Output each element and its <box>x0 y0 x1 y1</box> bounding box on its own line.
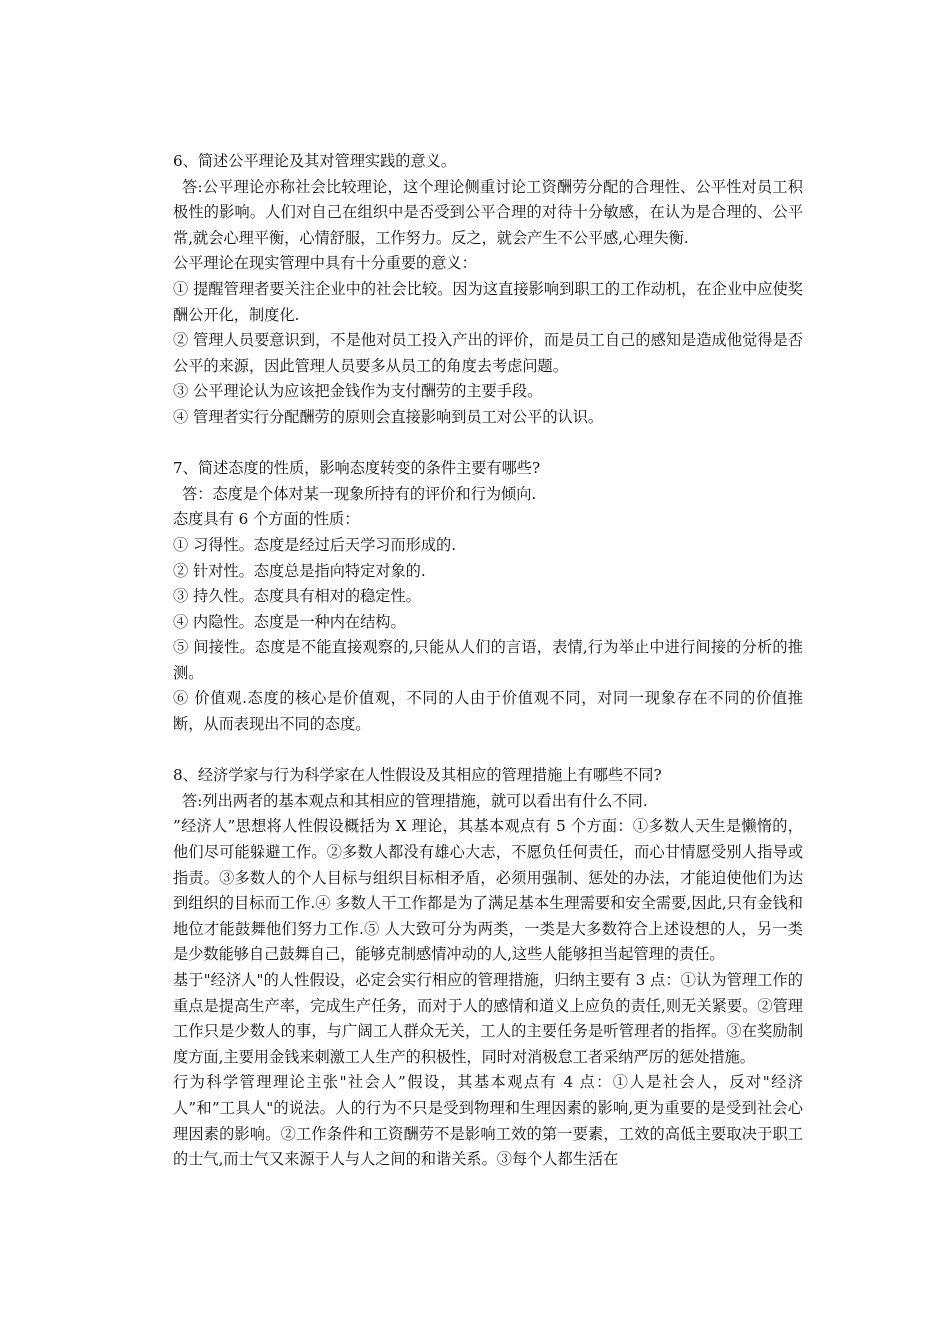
list-item: ① 习得性。态度是经过后天学习而形成的. <box>173 535 457 554</box>
list-item: ③ 公平理论认为应该把金钱作为支付酬劳的主要手段。 <box>173 382 543 401</box>
list-item: ② 针对性。态度总是指向特定对象的. <box>173 561 426 580</box>
list-item: ④ 管理者实行分配酬劳的原则会直接影响到员工对公平的认识。 <box>173 407 604 426</box>
answer-paragraph: 答:公平理论亦称社会比较理论，这个理论侧重讨论工资酬劳分配的合理性、公平性对员工积极性的影响。人们对自己在组织中是否受到公平合理的对待十分敏感，在认为是合理的、公平常,就会心理平衡，心情舒服，工作努力。反之，就会产生不公平感,心理失衡. <box>173 177 803 247</box>
answer-paragraph: 答：态度是个体对某一现象所持有的评价和行为倾向. <box>182 484 537 503</box>
section-7 <box>173 456 803 738</box>
answer-paragraph: 答:列出两者的基本观点和其相应的管理措施，就可以看出有什么不同. <box>182 791 648 810</box>
list-item: ⑥ 价值观.态度的核心是价值观，不同的人由于价值观不同，对同一现象存在不同的价值推断，从而表现出不同的态度。 <box>173 689 803 734</box>
list-item: ② 管理人员要意识到，不是他对员工投入产出的评价，而是员工自己的感知是造成他觉得是否公平的来源，因此管理人员要多从员工的角度去考虑问题。 <box>173 331 803 375</box>
body-paragraph: 公平理论在现实管理中具有十分重要的意义： <box>173 254 477 273</box>
list-item: ⑤ 间接性。态度是不能直接观察的,只能从人们的言语，表情,行为举止中进行间接的分析的推测。 <box>173 638 803 682</box>
question-heading: 6、简述公平理论及其对管理实践的意义。 <box>173 152 457 170</box>
question-heading: 8、经济学家与行为科学家在人性假设及其相应的管理措施上有哪些不同? <box>173 766 662 785</box>
list-item: ① 提醒管理者要关注企业中的社会比较。因为这直接影响到职工的工作动机，在企业中应使奖酬公开化，制度化. <box>173 279 803 324</box>
spacer <box>173 431 803 457</box>
spacer <box>173 738 803 764</box>
body-paragraph: 态度具有 6 个方面的性质： <box>173 510 360 529</box>
section-8 <box>173 763 803 1173</box>
question-heading: 7、简述态度的性质，影响态度转变的条件主要有哪些? <box>173 459 541 478</box>
list-item: ④ 内隐性。态度是一种内在结构。 <box>173 612 406 631</box>
body-paragraph: 基于"经济人"的人性假设，必定会实行相应的管理措施，归纳主要有 3 点：①认为管理工作的重点是提高生产率，完成生产任务，而对于人的感情和道义上应负的责任,则无关紧要。②管理工作只是少数人的事，与广阔工人群众无关，工人的主要任务是听管理者的指挥。③在奖励制度方面,主要用金钱来刺激工人生产的积极性，同时对消极怠工者采纳严厉的惩处措施。 <box>173 971 803 1066</box>
body-paragraph: 行为科学管理理论主张"社会人”假设，其基本观点有 4 点：①人是社会人，反对"经济人”和”工具人"的说法。人的行为不只是受到物理和生理因素的影响,更为重要的是受到社会心理因素的影响。②工作条件和工资酬劳不是影响工效的第一要素，工效的高低主要取决于职工的士气,而士气又来源于人与人之间的和谐关系。③每个人都生活在 <box>173 1073 803 1169</box>
body-paragraph: ”经济人”思想将人性假设概括为 X 理论，其基本观点有 5 个方面：①多数人天生是懒惰的，他们尽可能躲避工作。②多数人都没有雄心大志，不愿负任何责任，而心甘情愿受别人指导或指责。③多数人的个人目标与组织目标相矛盾，必须用强制、惩处的办法，才能迫使他们为达到组织的目标而工作.④ 多数人干工作都是为了满足基本生理需要和安全需要,因此,只有金钱和地位才能鼓舞他们努力工作.⑤ 人大致可分为两类，一类是大多数符合上述设想的人，另一类是少数能够自己鼓舞自己，能够克制感情冲动的人,这些人能够担当起管理的责任。 <box>173 817 803 964</box>
document-page <box>173 149 803 1173</box>
list-item: ③ 持久性。态度具有相对的稳定性。 <box>173 587 421 606</box>
section-6 <box>173 149 803 431</box>
